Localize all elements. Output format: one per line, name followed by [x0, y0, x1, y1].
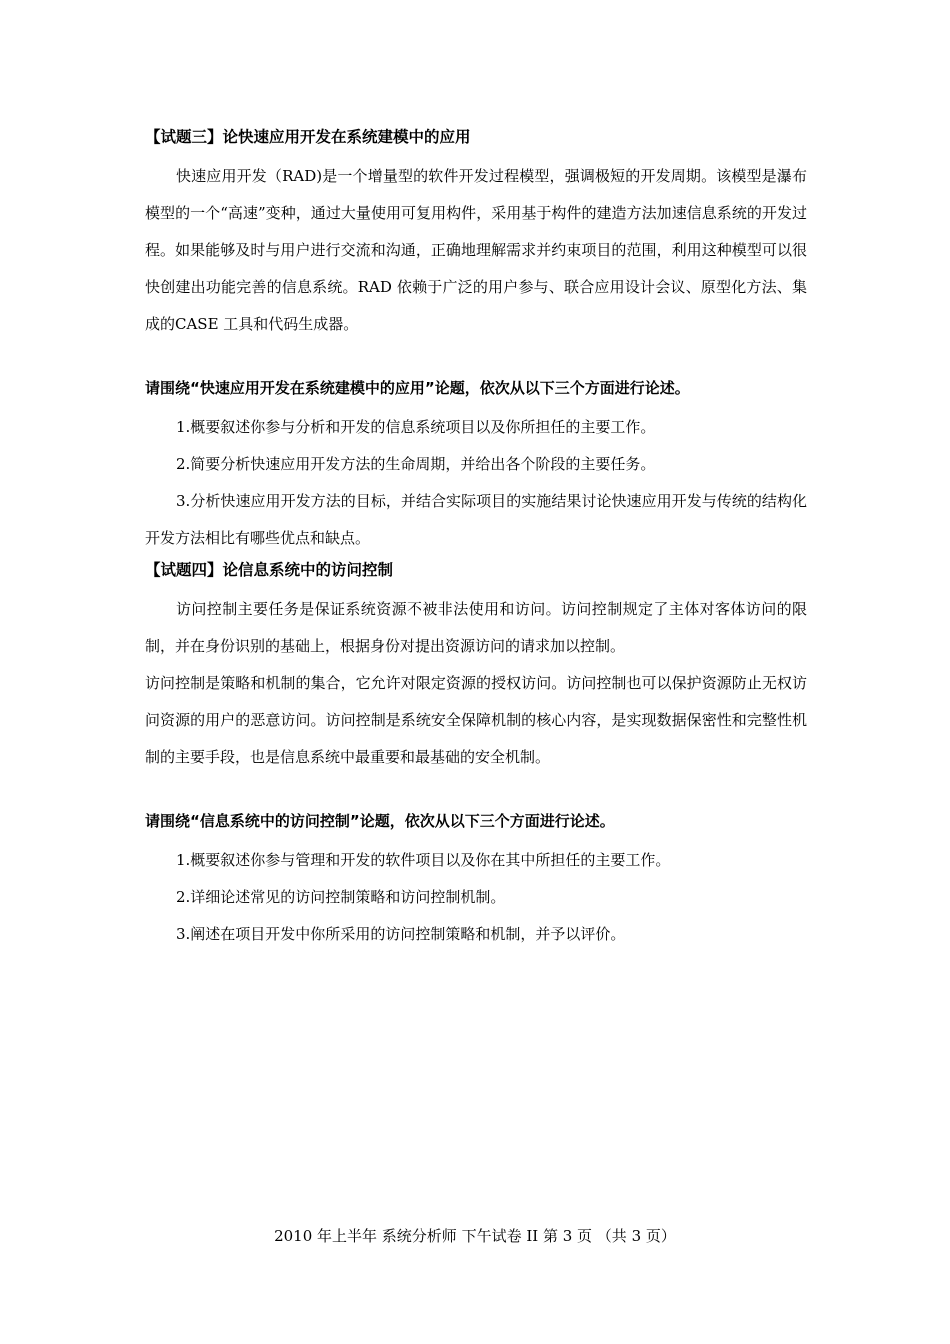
q3-item-1: 1.概要叙述你参与分析和开发的信息系统项目以及你所担任的主要工作。 [176, 418, 656, 436]
q3-title: 【试题三】论快速应用开发在系统建模中的应用 [145, 128, 471, 146]
q3-prompt: 请围绕“快速应用开发在系统建模中的应用”论题，依次从以下三个方面进行论述。 [145, 379, 690, 397]
q3-item-3: 3.分析快速应用开发方法的目标，并结合实际项目的实施结果讨论快速应用开发与传统的结构化开发方法相比有哪些优点和缺点。 [145, 492, 807, 547]
q4-title: 【试题四】论信息系统中的访问控制 [145, 561, 394, 579]
page-footer: 2010 年上半年 系统分析师 下午试卷 II 第 3 页 （共 3 页） [274, 1227, 676, 1245]
q4-item-2: 2.详细论述常见的访问控制策略和访问控制机制。 [176, 888, 506, 906]
q4-body-2: 访问控制是策略和机制的集合，它允许对限定资源的授权访问。访问控制也可以保护资源防止无权访问资源的用户的恶意访问。访问控制是系统安全保障机制的核心内容，是实现数据保密性和完整性机制的主要手段，也是信息系统中最重要和最基础的安全机制。 [145, 674, 807, 766]
q4-item-1: 1.概要叙述你参与管理和开发的软件项目以及你在其中所担任的主要工作。 [176, 851, 671, 869]
q4-item-3: 3.阐述在项目开发中你所采用的访问控制策略和机制，并予以评价。 [176, 925, 626, 943]
q4-body-1: 访问控制主要任务是保证系统资源不被非法使用和访问。访问控制规定了主体对客体访问的限制，并在身份识别的基础上，根据身份对提出资源访问的请求加以控制。 [145, 600, 807, 655]
q3-body: 快速应用开发（RAD)是一个增量型的软件开发过程模型，强调极短的开发周期。该模型是瀑布模型的一个“高速”变种，通过大量使用可复用构件，采用基于构件的建造方法加速信息系统的开发过程。如果能够及时与用户进行交流和沟通，正确地理解需求并约束项目的范围，利用这种模型可以很快创建出功能完善的信息系统。RAD 依赖于广泛的用户参与、联合应用设计会议、原型化方法、集成的CASE 工具和代码生成器。 [145, 167, 807, 333]
q4-prompt: 请围绕“信息系统中的访问控制”论题，依次从以下三个方面进行论述。 [145, 812, 615, 830]
page-content [145, 124, 807, 953]
q3-item-2: 2.简要分析快速应用开发方法的生命周期，并给出各个阶段的主要任务。 [176, 455, 656, 473]
